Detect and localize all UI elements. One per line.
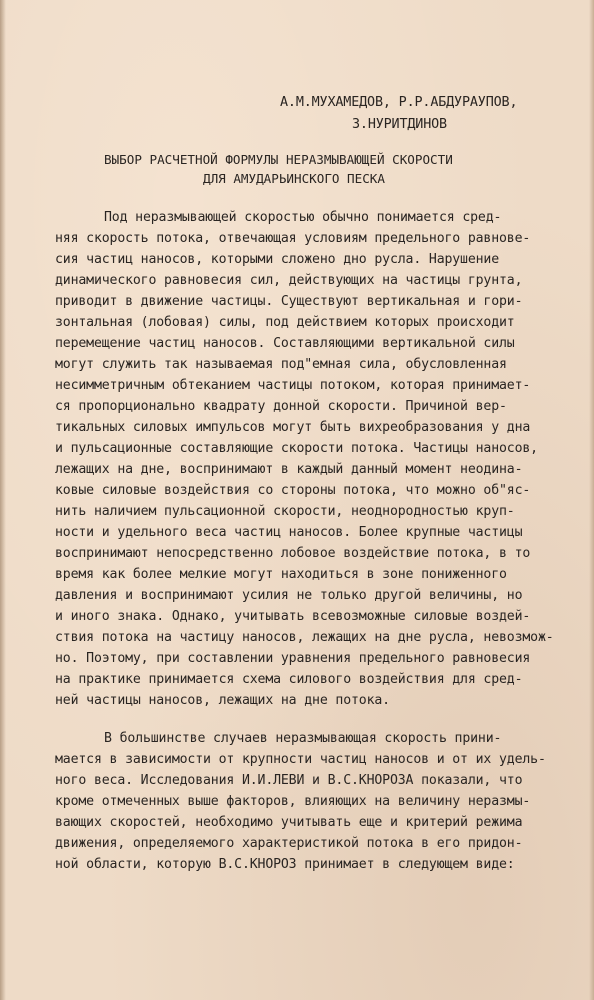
paragraph-line: перемещение частиц наносов. Составляющими вертикальной силы: [55, 336, 515, 351]
paragraph-line: ствия потока на частицу наносов, лежащих на дне русла, невозмож-: [55, 630, 554, 645]
authors-line-1: А.М.МУХАМЕДОВ, Р.Р.АБДУРАУПОВ,: [280, 95, 518, 110]
paragraph-line: и иного знака. Однако, учитывать всевозможные силовые воздей-: [55, 609, 531, 624]
paragraph-line: несимметричным обтеканием частицы потоком, которая принимает-: [55, 378, 531, 393]
paragraph-line: лежащих на дне, воспринимают в каждый данный момент неодина-: [55, 462, 523, 477]
paragraph-line: ной области, которую В.С.КНОРОЗ принимает в следующем виде:: [55, 857, 515, 872]
title-line-2: ДЛЯ АМУДАРЬИНСКОГО ПЕСКА: [203, 171, 385, 186]
paragraph-line: ного веса. Исследования И.И.ЛЕВИ и В.С.КНОРОЗА показали, что: [55, 773, 523, 788]
paragraph-line: давления и воспринимают усилия не только другой величины, но: [55, 588, 523, 603]
paragraph-line: кроме отмеченных выше факторов, влияющих на величину неразмы-: [55, 794, 531, 809]
paragraph-line: ся пропорционально квадрату донной скорости. Причиной вер-: [55, 399, 507, 414]
paragraph-line: зонтальная (лобовая) силы, под действием которых происходит: [55, 315, 515, 330]
paragraph-line: ности и удельного веса частиц наносов. Более крупные частицы: [55, 525, 523, 540]
paragraph-line: ней частицы наносов, лежащих на дне потока.: [55, 693, 390, 708]
paragraph-line: В большинстве случаев неразмывающая скорость прини-: [104, 731, 502, 746]
paragraph-line: на практике принимается схема силового воздействия для сред-: [55, 672, 523, 687]
paragraph-line: воспринимают непосредственно лобовое воздействие потока, в то: [55, 546, 531, 561]
authors-line-2: З.НУРИТДИНОВ: [352, 117, 447, 132]
paragraph-line: и пульсационные составляющие скорости потока. Частицы наносов,: [55, 441, 538, 456]
title-line-1: ВЫБОР РАСЧЕТНОЙ ФОРМУЛЫ НЕРАЗМЫВАЮЩЕЙ СКОРОСТИ: [104, 152, 453, 167]
paragraph-line: сия частиц наносов, которыми сложено дно русла. Нарушение: [55, 252, 500, 267]
page-right-edge: [589, 0, 594, 1000]
paragraph-line: ковые силовые воздействия со стороны потока, что можно об"яс-: [55, 483, 531, 498]
paragraph-line: нить наличием пульсационной скорости, неоднородностью круп-: [55, 504, 515, 519]
paragraph-line: мается в зависимости от крупности частиц наносов и от их удель-: [55, 752, 546, 767]
paragraph-line: динамического равновесия сил, действующих на частицы грунта,: [55, 273, 523, 288]
paragraph-line: Под неразмывающей скоростью обычно понимается сред-: [104, 210, 502, 225]
paragraph-line: могут служить так называемая под"емная сила, обусловленная: [55, 357, 507, 372]
paragraph-line: приводит в движение частицы. Существуют вертикальная и гори-: [55, 294, 523, 309]
page-left-edge: [0, 0, 6, 1000]
paragraph-line: няя скорость потока, отвечающая условиям предельного равнове-: [55, 231, 531, 246]
paragraph-line: движения, определяемого характеристикой потока в его придон-: [55, 836, 523, 851]
paragraph-line: тикальных силовых импульсов могут быть вихреобразования у дна: [55, 420, 531, 435]
paragraph-line: но. Поэтому, при составлении уравнения предельного равновесия: [55, 651, 531, 666]
paragraph-line: вающих скоростей, необходимо учитывать еще и критерий режима: [55, 815, 523, 830]
paragraph-line: время как более мелкие могут находиться в зоне пониженного: [55, 567, 507, 582]
